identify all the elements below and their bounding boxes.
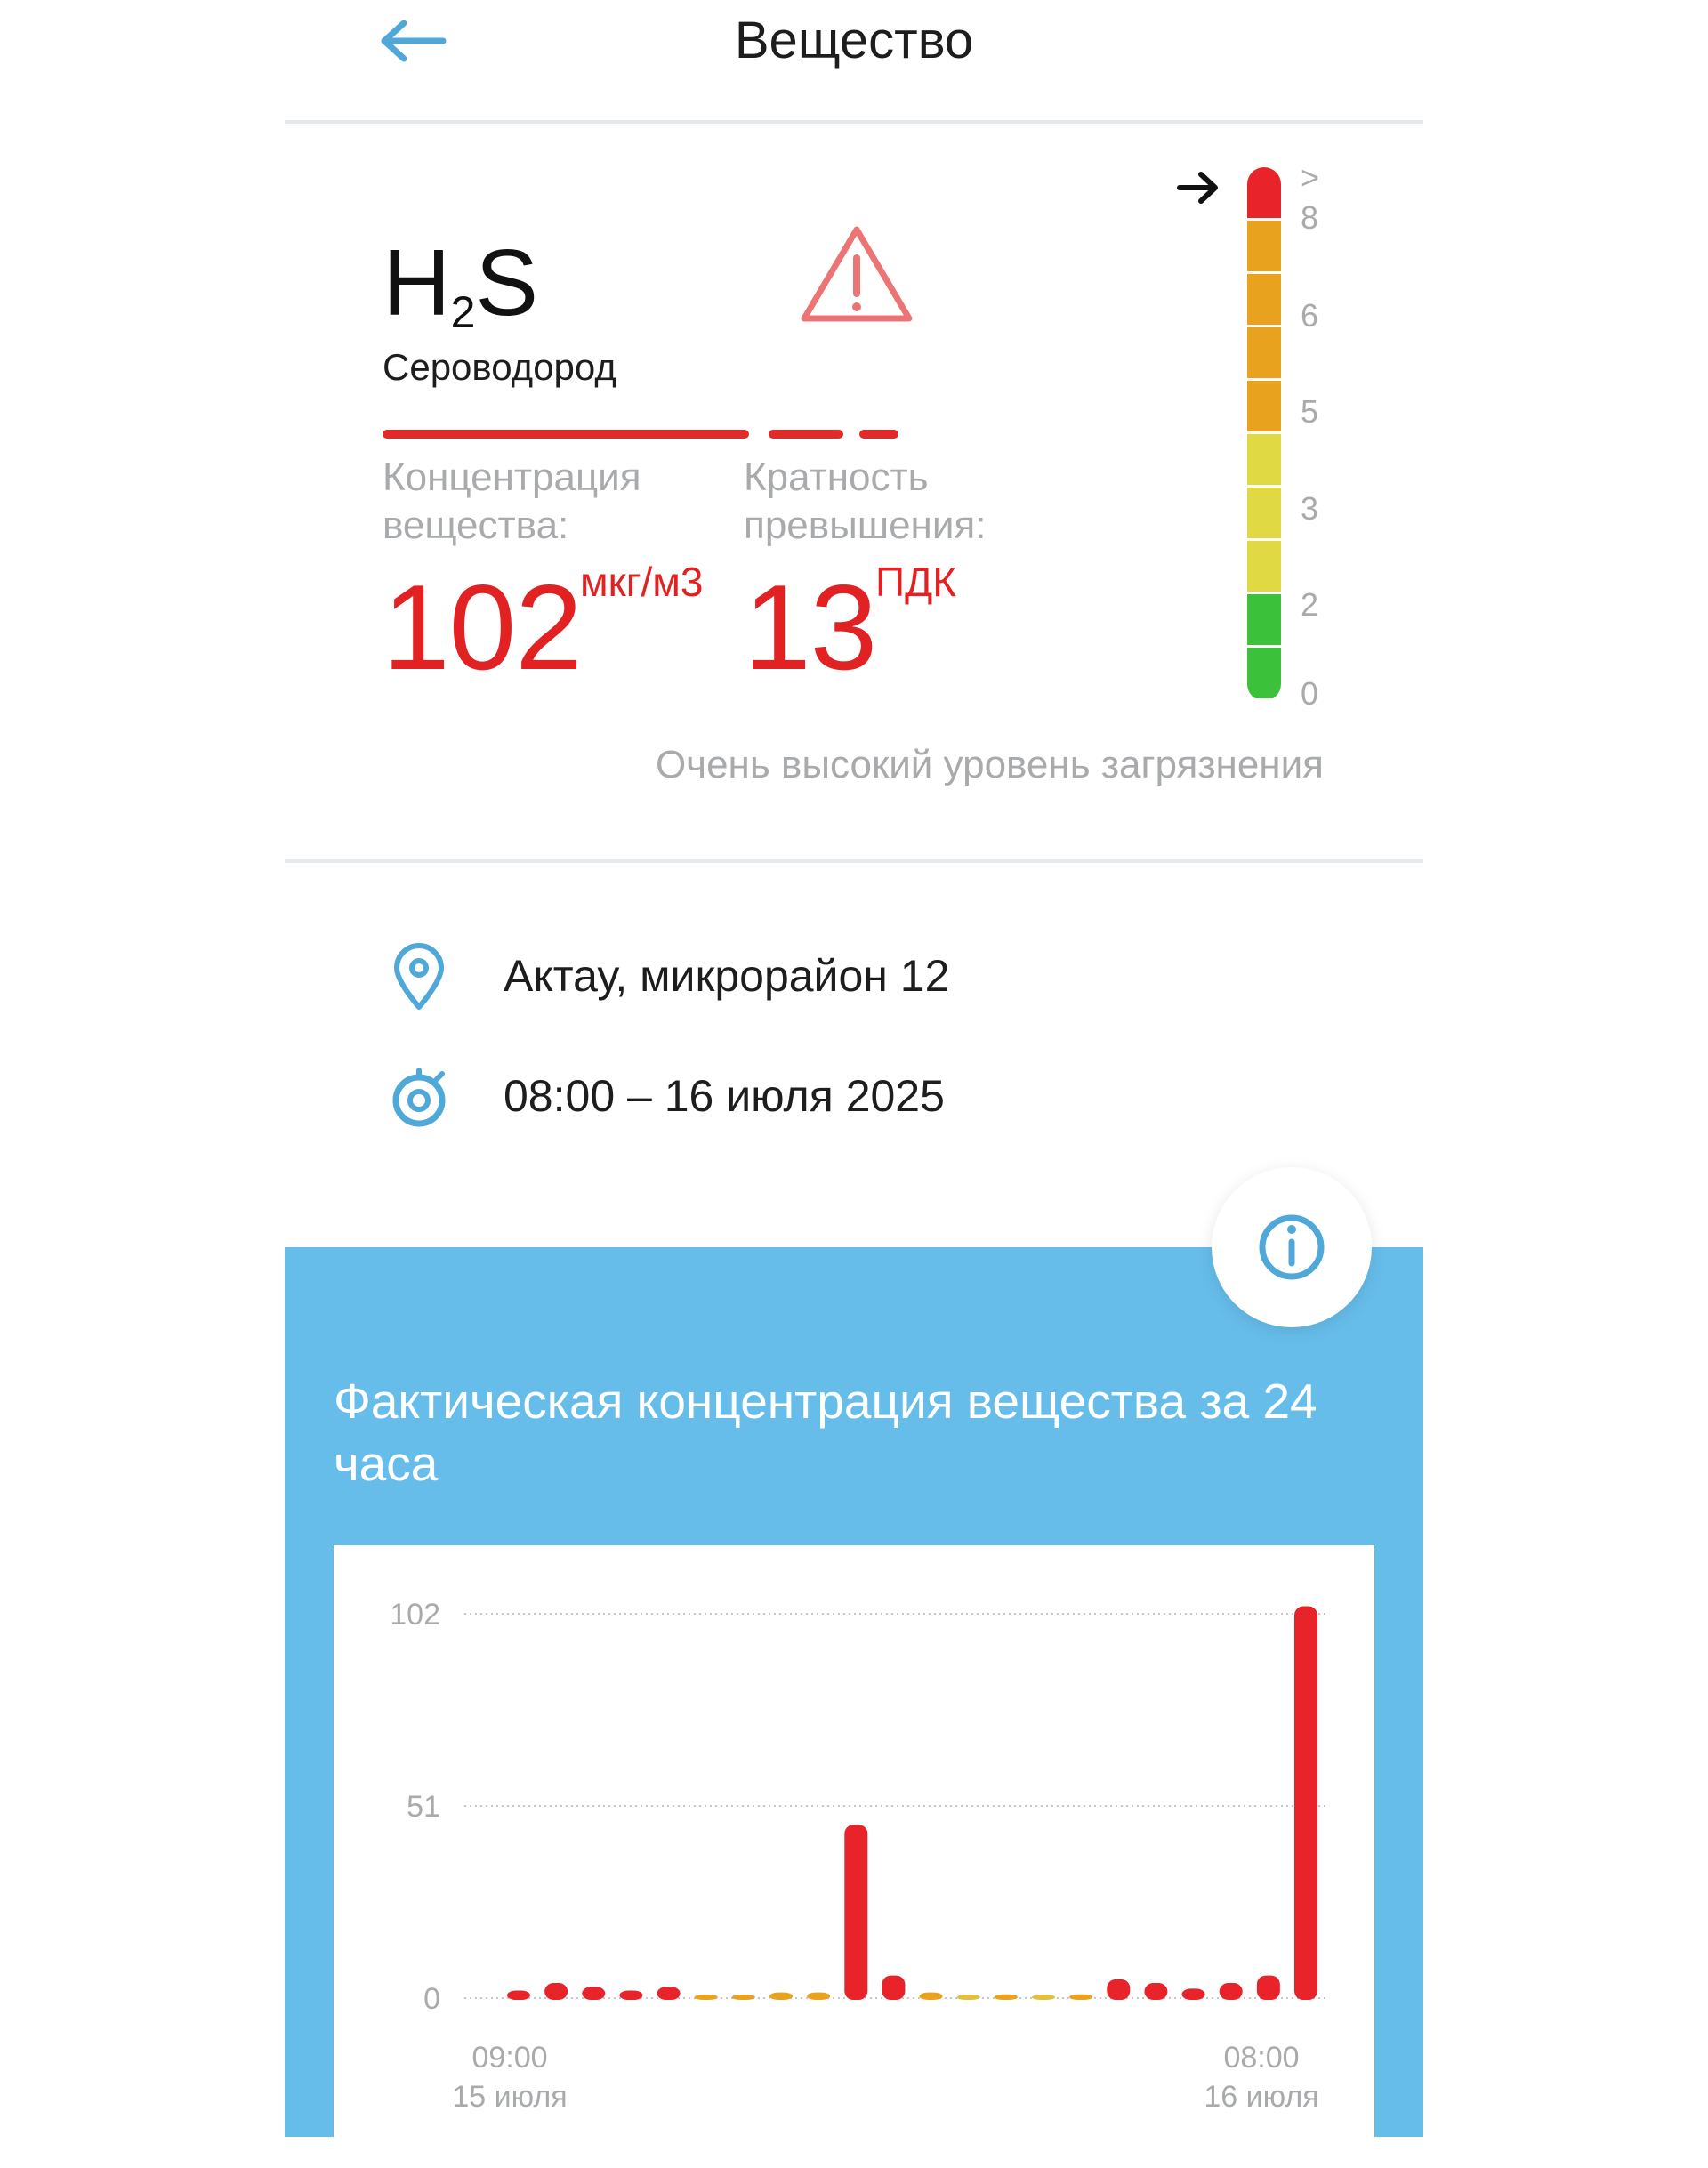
chart-title: Фактическая концентрация вещества за 24 часа (334, 1374, 1317, 1491)
chart-bar (657, 1987, 681, 2000)
scale-segment (1247, 274, 1281, 325)
chart-bar (1294, 1607, 1317, 2000)
scale-segment (1247, 648, 1281, 698)
scale-tick-label: 3 (1301, 490, 1319, 527)
stopwatch-icon (388, 1063, 450, 1134)
chart-bar (695, 1995, 718, 2000)
excess-label: Кратность превышения: (744, 455, 987, 547)
section-divider (285, 859, 1423, 863)
pointer-arrow-icon (1176, 165, 1222, 210)
chart-bar (995, 1995, 1018, 2000)
location-pin-icon (388, 941, 450, 1012)
location-text: Актау, микрорайон 12 (504, 951, 950, 1001)
page-title: Вещество (734, 12, 974, 69)
chart-bar (732, 1995, 755, 2000)
concentration-value: 102 (383, 560, 582, 695)
chart-bar (1257, 1976, 1280, 2000)
y-tick-label: 102 (390, 1598, 440, 1632)
scale-segment (1247, 327, 1281, 378)
time-text: 08:00 – 16 июля 2025 (504, 1071, 945, 1121)
scale-segment (1247, 541, 1281, 592)
chart-bar (1182, 1988, 1205, 2000)
substance-formula: $H_2S$ (383, 230, 539, 337)
x-tick-date: 16 июля (1204, 2080, 1319, 2114)
substance-name: Сероводород (383, 346, 616, 388)
x-tick-date: 15 июля (452, 2080, 568, 2114)
scale-tick-label: 0 (1301, 675, 1319, 712)
warning-triangle-icon (799, 222, 914, 327)
excess-line-segment (859, 430, 898, 439)
scale-segment (1247, 488, 1281, 538)
chart-bar (1220, 1983, 1243, 2000)
scale-tick-label: > (1301, 159, 1320, 196)
scale-tick-label: 5 (1301, 393, 1319, 430)
chart-bar (957, 1995, 980, 2000)
scale-segment (1247, 381, 1281, 431)
concentration-bar-chart (334, 1545, 1374, 2135)
scale-tick-label: 2 (1301, 586, 1319, 623)
chart-bar (844, 1825, 867, 2000)
header-divider (285, 120, 1423, 124)
chart-bar (920, 1993, 943, 2000)
chart-bar (1032, 1995, 1055, 2000)
concentration-line (383, 430, 749, 439)
pollution-status: Очень высокий уровень загрязнения (655, 743, 1324, 786)
scale-segment (1247, 167, 1281, 218)
x-tick-time: 08:00 (1223, 2041, 1300, 2075)
concentration-unit: мкг/м3 (580, 559, 704, 605)
scale-segment (1247, 594, 1281, 645)
y-tick-label: 51 (407, 1790, 440, 1824)
scale-tick-label: 8 (1301, 199, 1319, 236)
excess-line-segment (769, 430, 843, 439)
excess-unit: ПДК (875, 559, 957, 605)
scale-segment (1247, 221, 1281, 271)
y-tick-label: 0 (423, 1982, 440, 2016)
chart-bar (882, 1976, 905, 2000)
chart-bar (507, 1991, 530, 2000)
scale-segment (1247, 434, 1281, 485)
excess-value: 13 (744, 560, 877, 695)
chart-bar (807, 1993, 830, 2000)
pollution-scale-bar (1247, 167, 1281, 701)
info-icon (1212, 1167, 1372, 1327)
chart-bar (544, 1983, 568, 2000)
chart-bar (1069, 1995, 1092, 2000)
chart-bar (1107, 1979, 1130, 2000)
chart-bar (619, 1991, 642, 2000)
x-tick-time: 09:00 (471, 2041, 548, 2075)
concentration-label: Концентрация вещества: (383, 455, 641, 547)
scale-tick-label: 6 (1301, 297, 1319, 334)
chart-bar (582, 1987, 605, 2000)
chart-card (334, 1545, 1374, 2168)
chart-bar (769, 1993, 793, 2000)
chart-bar (1144, 1983, 1167, 2000)
info-button[interactable] (1212, 1167, 1372, 1327)
